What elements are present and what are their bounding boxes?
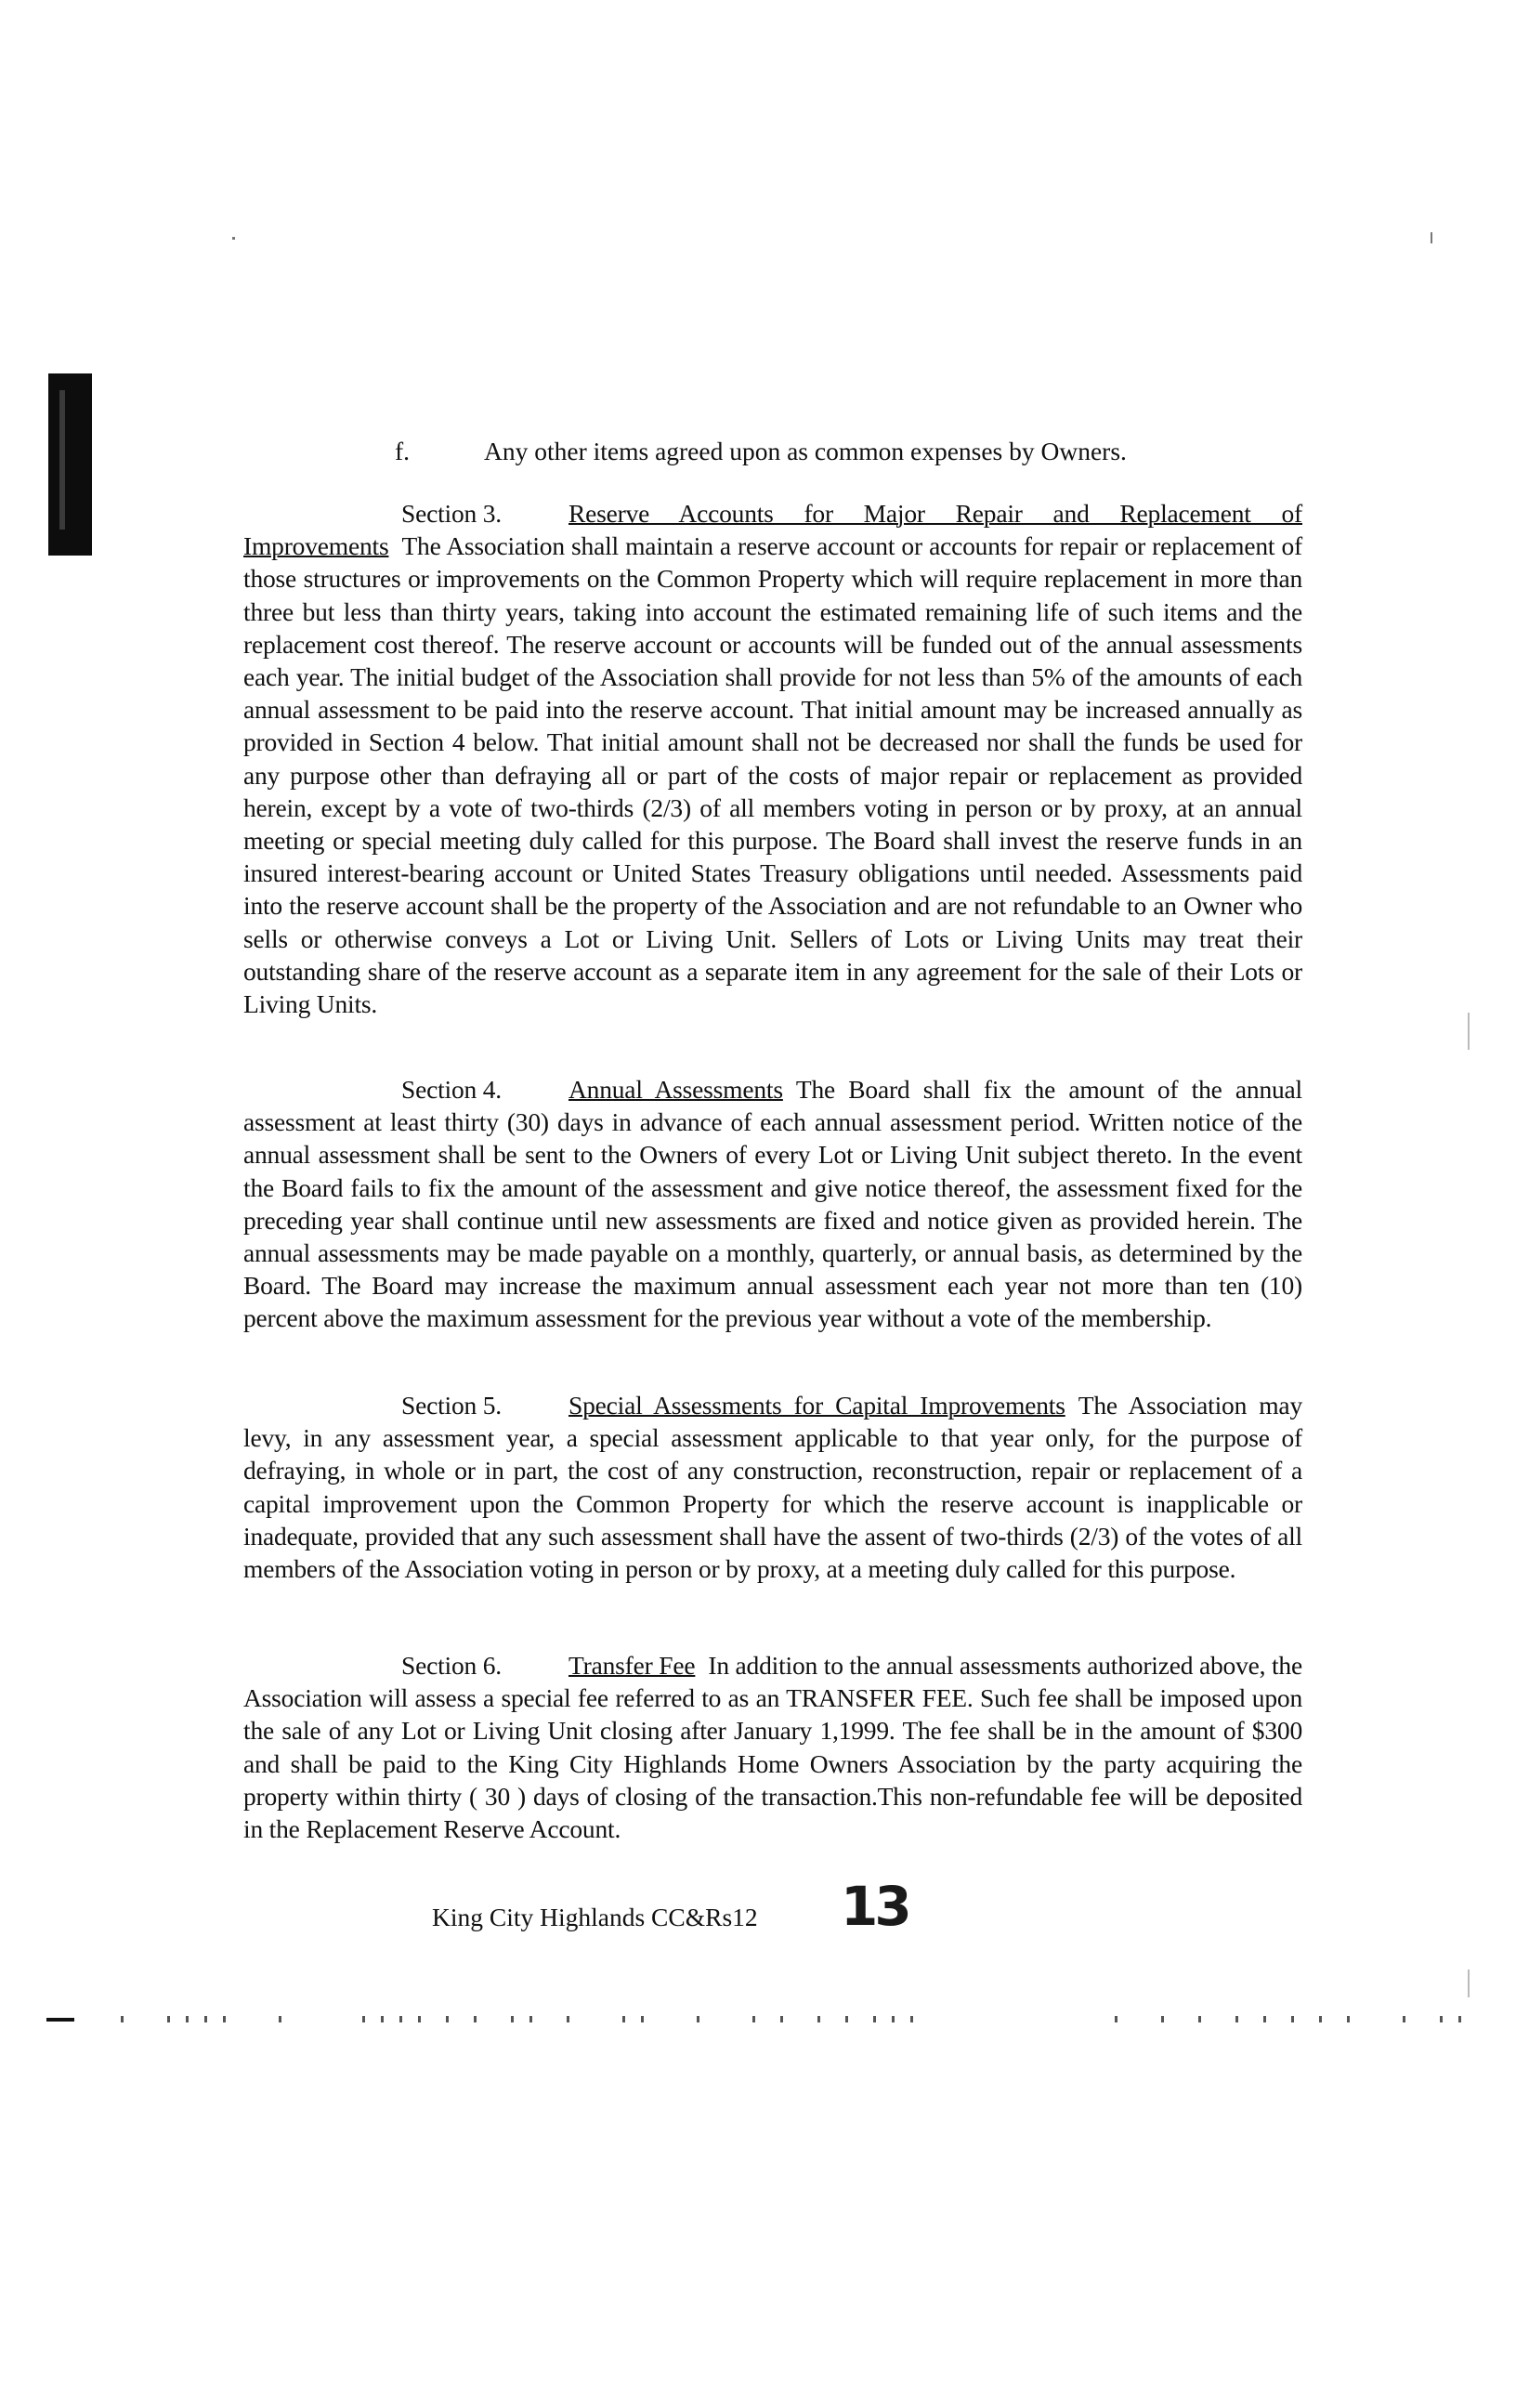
scan-speck (232, 237, 235, 240)
section-heading: Annual Assessments (568, 1075, 783, 1104)
scan-speck (1431, 232, 1432, 243)
section-3 (243, 497, 1302, 1020)
section-number: Section 5. (401, 1391, 502, 1420)
scan-dot (399, 2016, 402, 2022)
section-body: The Association may levy, in any assessment year, a special assessment applicable to that year only, for the purpose of defraying, in whole or in part, the cost of any construction, reconstruction, repair or replacement of a capital improvement upon the Common Property for which the reserve account is inapplicable or inadequate, provided that any such assessment shall have the assent of two-thirds (2/3) of the votes of all members of the Association voting in person or by proxy, at a meeting duly called for this purpose. (243, 1391, 1302, 1584)
scan-dot (697, 2016, 699, 2022)
section-5 (243, 1389, 1302, 1585)
section-heading: Transfer Fee (568, 1651, 696, 1680)
scan-dot (529, 2016, 532, 2022)
scan-dot (1263, 2016, 1266, 2022)
scan-dot (1115, 2016, 1117, 2022)
scan-dot (1458, 2016, 1461, 2022)
scan-speck (1468, 1970, 1470, 1997)
section-4 (243, 1073, 1302, 1335)
scan-dot (186, 2016, 189, 2022)
scan-dot (204, 2016, 207, 2022)
scan-dot (279, 2016, 281, 2022)
scan-dot (1347, 2016, 1350, 2022)
scan-dot (1403, 2016, 1405, 2022)
section-6 (243, 1649, 1302, 1845)
scan-dot (474, 2016, 477, 2022)
scan-dot (362, 2016, 365, 2022)
scan-dot (381, 2016, 384, 2022)
scan-dots-row (46, 2012, 1477, 2025)
list-item-letter: f. (395, 437, 411, 465)
scan-dot (892, 2016, 895, 2022)
scan-dot (511, 2016, 514, 2022)
scan-dot (1440, 2016, 1443, 2022)
scan-artifact-bar (48, 373, 92, 556)
scan-dot (167, 2016, 170, 2022)
section-number: Section 4. (401, 1075, 502, 1104)
scan-dot (418, 2016, 421, 2022)
scan-dot (641, 2016, 644, 2022)
scan-dot (752, 2016, 755, 2022)
handwritten-page-number: 13 (841, 1875, 908, 1938)
section-body: In addition to the annual assessments authorized above, the Association will assess a special fee referred to as an TRANSFER FEE. Such fee shall be imposed upon the sale of any Lot or Living Unit closing after January 1,1999. The fee shall be in the amount of $300 and shall be paid to the King City Highlands Home Owners Association by the party acquiring the property within thirty ( 30 ) days of closing of the transaction.This non-refundable fee will be deposited in the Replacement Reserve Account. (243, 1651, 1302, 1844)
scan-dot (1235, 2016, 1238, 2022)
scan-dot (622, 2016, 625, 2022)
scan-dot (873, 2016, 876, 2022)
scan-dot (780, 2016, 783, 2022)
list-item-text: Any other items agreed upon as common expenses by Owners. (484, 437, 1127, 465)
scan-dash (46, 2018, 74, 2022)
scan-dot (910, 2016, 913, 2022)
scan-dot (817, 2016, 820, 2022)
scan-dot (446, 2016, 449, 2022)
scan-dot (1161, 2016, 1164, 2022)
section-number: Section 3. (401, 499, 502, 528)
section-heading: Special Assessments for Capital Improvements (568, 1391, 1065, 1420)
section-number: Section 6. (401, 1651, 502, 1680)
scan-dot (1291, 2016, 1294, 2022)
section-body: The Association shall maintain a reserve account or accounts for repair or replacement of those structures or improvements on the Common Property which will require replacement in more than three but less than thirty years, taking into account the estimated remaining life of such items and the replacement cost thereof. The reserve account or accounts will be funded out of the annual assessments each year. The initial budget of the Association shall provide for not less than 5% of the amounts of each annual assessment to be paid into the reserve account. That initial amount may be increased annually as provided in Section 4 below. That initial amount shall not be decreased nor shall the funds be used for any purpose other than defraying all or part of the costs of major repair or replacement as provided herein, except by a vote of two-thirds (2/3) of all members voting in person or by proxy, at an annual meeting or special meeting duly called for this purpose. The Board shall invest the reserve funds in an insured interest-bearing account or United States Treasury obligations until needed. Assessments paid into the reserve account shall be the property of the Association and are not refundable to an Owner who sells or otherwise conveys a Lot or Living Unit. Sellers of Lots or Living Units may treat their outstanding share of the reserve account as a separate item in any agreement for the sale of their Lots or Living Units. (243, 531, 1302, 1019)
footer-label: King City Highlands CC&Rs12 (432, 1903, 758, 1931)
scan-dot (1198, 2016, 1201, 2022)
section-heading: Reserve Accounts for Major Repair and Replacement of Improvements (243, 499, 1302, 561)
section-body: The Board shall fix the amount of the annual assessment at least thirty (30) days in advance of each annual assessment period. Written notice of the annual assessment shall be sent to the Owners of every Lot or Living Unit subject thereto. In the event the Board fails to fix the amount of the assessment and give notice thereof, the assessment fixed for the preceding year shall continue until new assessments are fixed and notice given as provided herein. The annual assessments may be made payable on a monthly, quarterly, or annual basis, as determined by the Board. The Board may increase the maximum annual assessment each year not more than ten (10) percent above the maximum assessment for the previous year without a vote of the membership. (243, 1075, 1302, 1333)
scan-dot (1319, 2016, 1322, 2022)
scan-speck (1468, 1013, 1470, 1050)
scan-dot (845, 2016, 848, 2022)
scan-dot (567, 2016, 569, 2022)
scan-dot (121, 2016, 124, 2022)
scan-dot (223, 2016, 226, 2022)
list-item-f (395, 435, 1127, 467)
